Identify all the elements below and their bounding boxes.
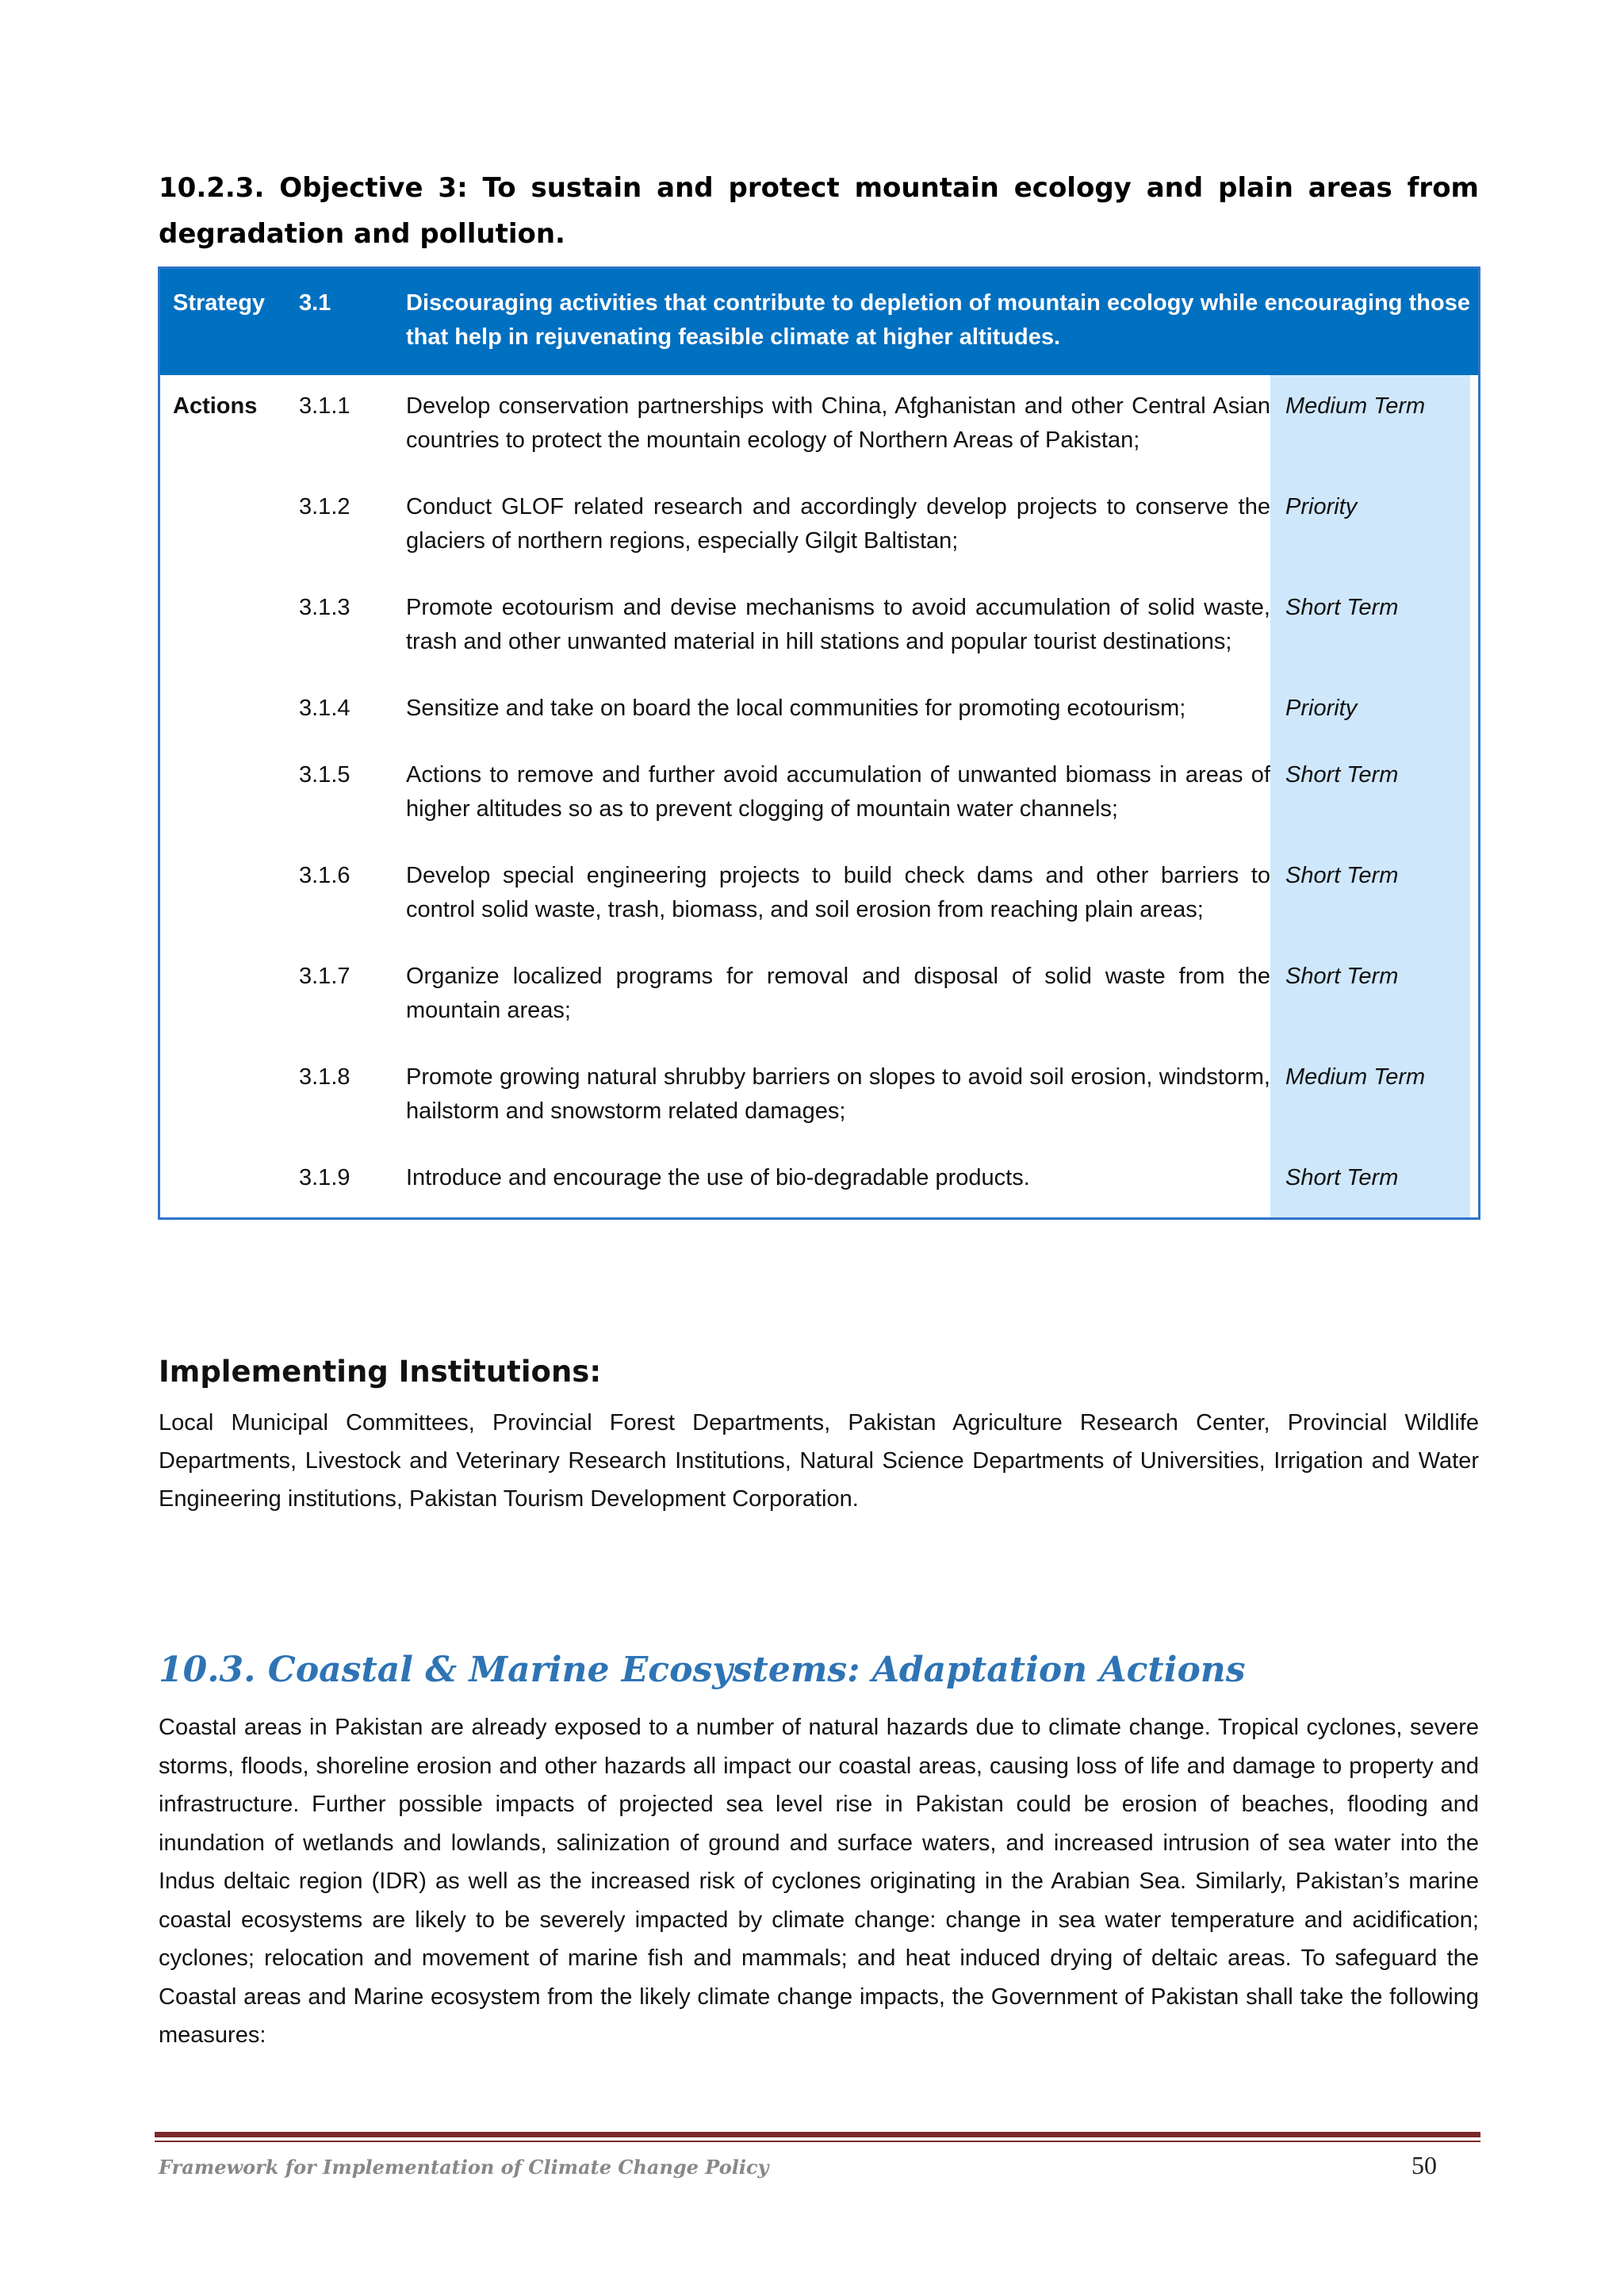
page-number: 50 [1411,2151,1437,2179]
action-term: Priority [1270,692,1470,758]
action-term: Short Term [1270,758,1470,859]
action-row [160,591,1478,692]
action-term: Short Term [1270,1161,1470,1217]
footer-rule-thin [155,2141,1480,2142]
action-row [160,692,1478,758]
action-text: Promote ecotourism and devise mechanisms to avoid accumulation of solid waste, trash and other unwanted material in hill stations and popular tourist destinations; [406,595,1270,654]
action-id: 3.1.8 [299,1064,350,1090]
strategy-number: 3.1 [299,290,331,316]
action-text: Promote growing natural shrubby barriers on slopes to avoid soil erosion, windstorm, hailstorm and snowstorm related damages; [406,1064,1270,1124]
strategy-label: Strategy [173,290,266,316]
implementing-institutions-title: Implementing Institutions: [159,1355,602,1389]
action-id: 3.1.1 [299,393,350,419]
action-term: Short Term [1270,960,1470,1060]
action-term: Short Term [1270,859,1470,960]
action-text: Introduce and encourage the use of bio-degradable products. [406,1165,1030,1190]
action-id: 3.1.7 [299,964,350,989]
action-term: Short Term [1270,591,1470,692]
strategy-text: Discouraging activities that contribute to depletion of mountain ecology while encouraging those that help in rejuvenating feasible climate at higher altitudes. [406,290,1470,350]
action-text: Develop special engineering projects to build check dams and other barriers to control solid waste, trash, biomass, and soil erosion from reaching plain areas; [406,863,1270,922]
action-id: 3.1.3 [299,595,350,620]
action-id: 3.1.9 [299,1165,350,1190]
objective-heading: 10.2.3. Objective 3: To sustain and protect mountain ecology and plain areas from degradation and pollution. [159,172,1479,250]
action-row [160,1161,1478,1217]
section-paragraph: Coastal areas in Pakistan are already exposed to a number of natural hazards due to climate change. Tropical cyclones, severe storms, floods, shoreline erosion and other hazards all impact our coastal areas, causing loss of life and damage to property and infrastructure. Further possible impacts of projected sea level rise in Pakistan could be erosion of beaches, flooding and inundation of wetlands and lowlands, salinization of ground and surface waters, and increased intrusion of sea water into the Indus deltaic region (IDR) as well as the increased risk of cyclones originating in the Arabian Sea. Similarly, Pakistan’s marine coastal ecosystems are likely to be severely impacted by climate change: change in sea water temperature and acidification; cyclones; relocation and movement of marine fish and mammals; and heat induced drying of deltaic areas. To safeguard the Coastal areas and Marine ecosystem from the likely climate change impacts, the Government of Pakistan shall take the following measures: [159,1715,1479,2048]
implementing-institutions-text: Local Municipal Committees, Provincial Forest Departments, Pakistan Agriculture Research Center, Provincial Wildlife Departments, Livestock and Veterinary Research Institutions, Natural Science Departments of Universities, Irrigation and Water Engineering institutions, Pakistan Tourism Development Corporation. [159,1410,1479,1512]
action-id: 3.1.2 [299,494,350,519]
action-row [160,490,1478,591]
action-row [160,375,1478,490]
action-row [160,758,1478,859]
footer-rule-thick [155,2132,1480,2137]
action-term: Medium Term [1270,375,1470,490]
action-row [160,859,1478,960]
action-text: Actions to remove and further avoid accumulation of unwanted biomass in areas of higher altitudes so as to prevent clogging of mountain water channels; [406,762,1270,822]
action-term: Medium Term [1270,1060,1470,1161]
action-id: 3.1.5 [299,762,350,788]
strategy-table [158,266,1480,1220]
footer-title: Framework for Implementation of Climate Change Policy [159,2156,769,2179]
action-row [160,1060,1478,1161]
actions-label: Actions [173,393,258,419]
action-id: 3.1.4 [299,696,350,721]
action-text: Conduct GLOF related research and accordingly develop projects to conserve the glaciers of northern regions, especially Gilgit Baltistan; [406,494,1270,554]
action-row [160,960,1478,1060]
action-text: Develop conservation partnerships with China, Afghanistan and other Central Asian countries to protect the mountain ecology of Northern Areas of Pakistan; [406,393,1270,453]
action-term: Priority [1270,490,1470,591]
action-text: Organize localized programs for removal and disposal of solid waste from the mountain areas; [406,964,1270,1023]
action-id: 3.1.6 [299,863,350,888]
action-text: Sensitize and take on board the local communities for promoting ecotourism; [406,696,1186,721]
section-title: 10.3. Coastal & Marine Ecosystems: Adaptation Actions [159,1650,1246,1690]
strategy-row [160,269,1478,375]
